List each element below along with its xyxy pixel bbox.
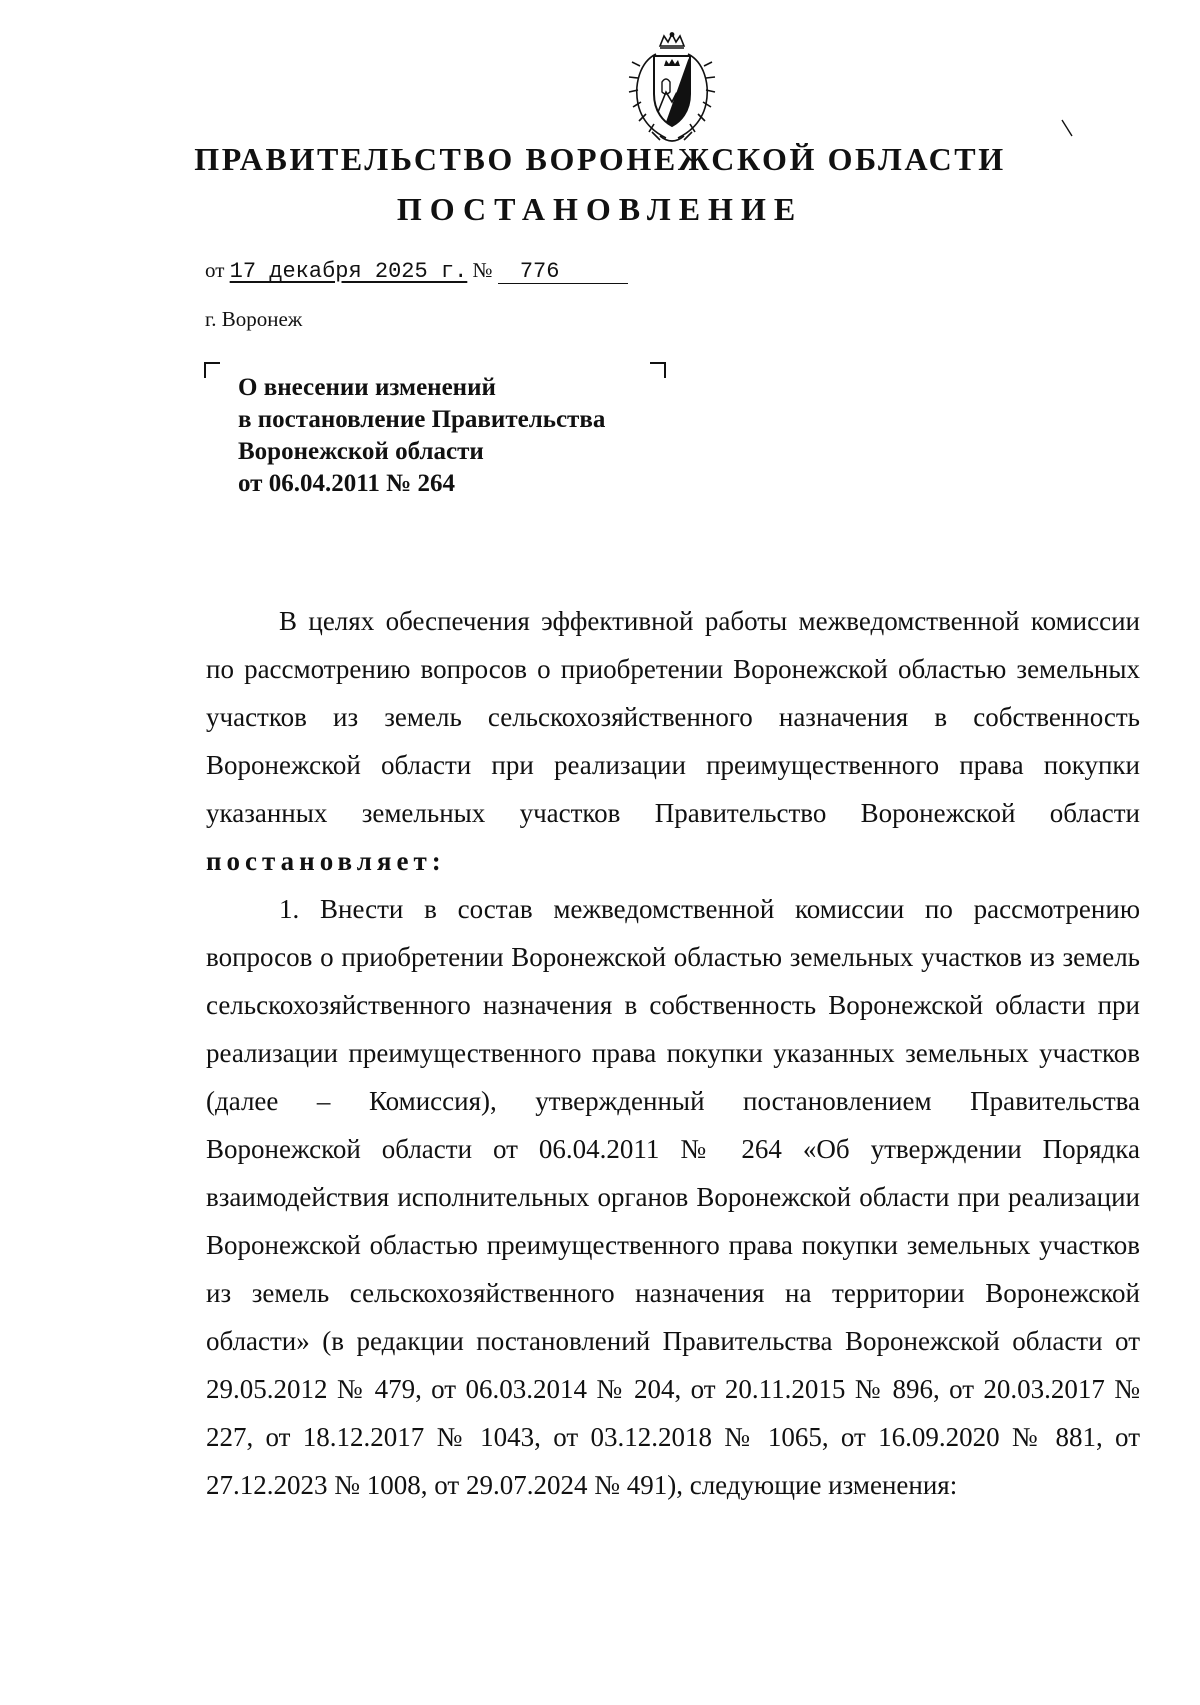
subject-line-3: Воронежской области (238, 438, 484, 465)
document-city: г. Воронеж (205, 307, 303, 331)
document-body (206, 597, 1140, 1509)
document-type-title: ПОСТАНОВЛЕНИЕ (396, 191, 804, 227)
coat-of-arms-icon (622, 32, 722, 148)
subject-line-1: О внесении изменений (238, 374, 496, 401)
number-prefix: № (472, 258, 493, 282)
document-subject (238, 372, 605, 500)
subject-line-4: от 06.04.2011 № 264 (238, 470, 455, 497)
subject-line-2: в постановление Правительства (238, 406, 606, 433)
scan-mark-icon (1060, 118, 1074, 138)
date-prefix: от (205, 258, 225, 282)
document-date: 17 декабря 2025 г. (229, 259, 468, 284)
preamble-paragraph (206, 597, 1140, 885)
date-number-line (205, 258, 628, 284)
organization-title: ПРАВИТЕЛЬСТВО ВОРОНЕЖСКОЙ ОБЛАСТИ (194, 141, 1006, 177)
subject-corner-left (204, 362, 220, 378)
decree-word: постановляет: (206, 846, 446, 876)
preamble-text: В целях обеспечения эффективной работы межведомственной комиссии по рассмотрению вопросов о приобретении Воронежской областью земельных участков из земель сельскохозяйственного назначения в собственность Воронежской области при реализации преимущественного права покупки указанных земельных участков Правительство Воронежской области (206, 606, 1140, 828)
document-number: 776 (498, 261, 628, 284)
subject-corner-right (650, 362, 666, 378)
clause-1-paragraph: 1. Внести в состав межведомственной комиссии по рассмотрению вопросов о приобретении Воронежской областью земельных участков из земель сельскохозяйственного назначения в собственность Воронежской области при реализации преимущественного права покупки указанных земельных участков (далее – Комиссия), утвержденный постановлением Правительства Воронежской области от 06.04.2011 № 264 «Об утверждении Порядка взаимодействия исполнительных органов Воронежской области при реализации Воронежской областью преимущественного права покупки земельных участков из земель сельскохозяйственного назначения на территории Воронежской области» (в редакции постановлений Правительства Воронежской области от 29.05.2012 № 479, от 06.03.2014 № 204, от 20.11.2015 № 896, от 20.03.2017 № 227, от 18.12.2017 № 1043, от 03.12.2018 № 1065, от 16.09.2020 № 881, от 27.12.2023 № 1008, от 29.07.2024 № 491), следующие изменения: (206, 894, 1140, 1500)
